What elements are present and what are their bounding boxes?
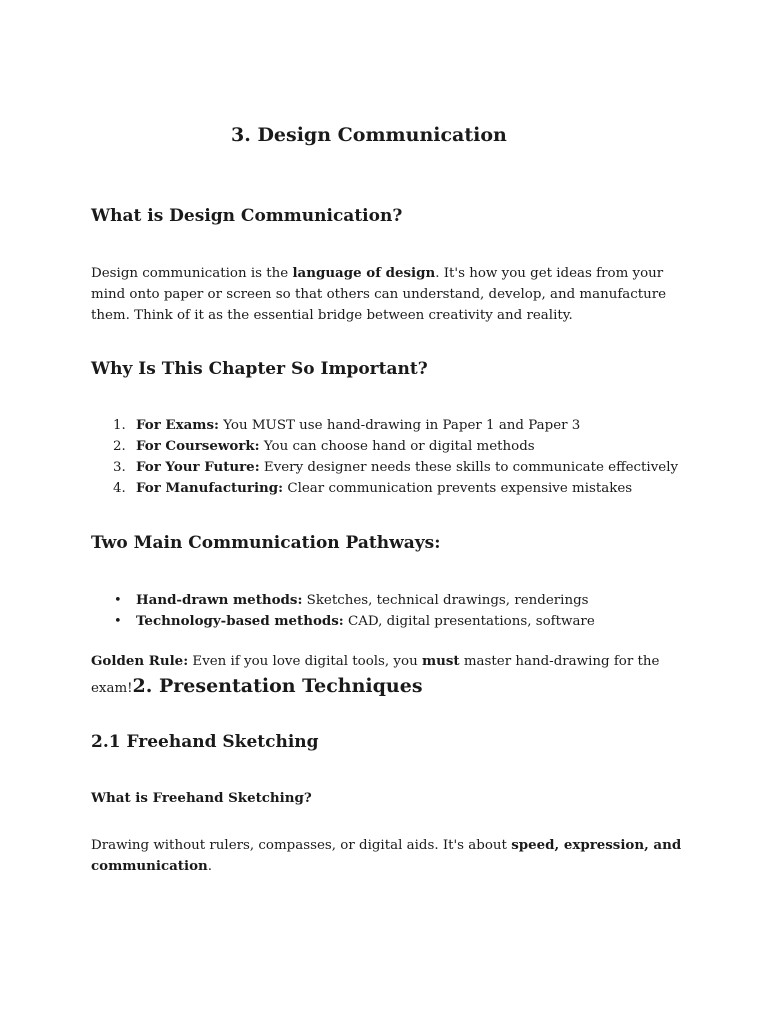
pathways-list	[91, 590, 711, 632]
freehand-bold-1: speed, expression, and	[511, 837, 682, 853]
list-item-label: For Coursework:	[136, 438, 260, 454]
intro-paragraph	[91, 263, 691, 326]
section-heading-pathways: Two Main Communication Pathways:	[91, 533, 441, 553]
list-item	[91, 590, 711, 611]
list-item-text: Sketches, technical drawings, renderings	[302, 593, 589, 608]
intro-bold: language of design	[292, 265, 436, 281]
list-item	[91, 457, 711, 478]
freehand-end: .	[207, 859, 213, 874]
freehand-paragraph	[91, 835, 691, 877]
inline-section-heading: 2. Presentation Techniques	[132, 675, 423, 697]
list-number: 4.	[113, 481, 126, 496]
section-heading-freehand: 2.1 Freehand Sketching	[91, 732, 319, 752]
list-item-label: For Exams:	[136, 417, 219, 433]
list-item-label: For Manufacturing:	[136, 480, 284, 496]
list-item	[91, 478, 711, 499]
importance-list	[91, 415, 711, 499]
freehand-text-1: Drawing without rulers, compasses, or digital aids. It's about	[91, 838, 512, 853]
list-item-text: CAD, digital presentations, software	[343, 614, 595, 629]
page-title: 3. Design Communication	[231, 124, 507, 146]
list-item-text: Clear communication prevents expensive mistakes	[283, 481, 633, 496]
golden-rule-paragraph	[91, 649, 691, 701]
golden-rule-text-3: exam!	[91, 681, 133, 696]
section-heading-why-important: Why Is This Chapter So Important?	[91, 359, 428, 379]
intro-text-2: . It's how you get ideas from your mind onto paper or screen so that others can understand, develop, and manufacture them. Think of it as the essential bridge between creativity and reality.	[91, 266, 667, 323]
list-item	[91, 415, 711, 436]
list-number: 3.	[113, 460, 126, 475]
list-item-label: Hand-drawn methods:	[136, 592, 303, 608]
freehand-bold-2: communication	[91, 858, 208, 874]
list-item-text: You can choose hand or digital methods	[259, 439, 535, 454]
section-heading-what-is: What is Design Communication?	[91, 206, 403, 226]
bullet-icon: •	[114, 593, 122, 608]
list-item-label: For Your Future:	[136, 459, 260, 475]
list-item	[91, 436, 711, 457]
golden-rule-text-2: master hand-drawing for the	[459, 654, 660, 669]
golden-rule-text-1: Even if you love digital tools, you	[188, 654, 422, 669]
list-number: 2.	[113, 439, 126, 454]
list-item	[91, 611, 711, 632]
golden-rule-label: Golden Rule:	[91, 653, 189, 669]
bullet-icon: •	[114, 614, 122, 629]
golden-rule-bold: must	[421, 653, 460, 669]
intro-text-1: Design communication is the	[91, 266, 293, 281]
list-number: 1.	[113, 418, 126, 433]
list-item-text: Every designer needs these skills to communicate effectively	[259, 460, 679, 475]
subheading-what-is-freehand: What is Freehand Sketching?	[91, 790, 312, 806]
list-item-label: Technology-based methods:	[136, 613, 344, 629]
list-item-text: You MUST use hand-drawing in Paper 1 and Paper 3	[218, 418, 581, 433]
